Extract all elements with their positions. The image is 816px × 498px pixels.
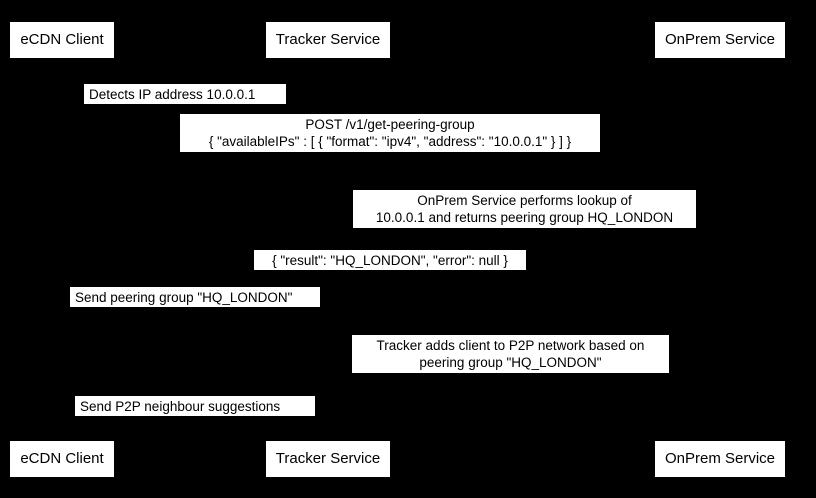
participant-box-bottom-2: Tracker Service — [266, 441, 390, 477]
participant-box-bottom-3: OnPrem Service — [655, 441, 785, 477]
message-send-peering-group — [70, 287, 320, 307]
message-line: 10.0.0.1 and returns peering group HQ_LONDON — [375, 210, 674, 225]
participant-box-top-3: OnPrem Service — [655, 22, 785, 58]
message-line: OnPrem Service performs lookup of — [417, 193, 632, 208]
message-line: { "result": "HQ_LONDON", "error": null } — [272, 253, 508, 268]
message-line: Send peering group "HQ_LONDON" — [75, 290, 293, 305]
participant-box-bottom-1: eCDN Client — [10, 441, 114, 477]
message-detects-ip-address — [84, 84, 286, 104]
message-tracker-adds-client-note — [352, 335, 669, 373]
message-lookup-result — [254, 250, 526, 270]
message-line: peering group "HQ_LONDON" — [419, 355, 602, 370]
message-line: POST /v1/get-peering-group — [305, 117, 475, 132]
message-line: Send P2P neighbour suggestions — [80, 399, 281, 414]
message-line: Detects IP address 10.0.0.1 — [89, 87, 256, 102]
message-post-get-peering-group — [180, 114, 600, 152]
message-line: Tracker adds client to P2P network based on — [376, 338, 645, 353]
participant-box-top-2: Tracker Service — [266, 22, 390, 58]
message-line: { "availableIPs" : [ { "format": "ipv4", "address": "10.0.0.1" } ] } — [208, 134, 572, 149]
participant-box-top-1: eCDN Client — [10, 22, 114, 58]
message-send-p2p-neighbour-suggestions — [75, 396, 315, 416]
message-onprem-lookup-note — [353, 190, 696, 228]
